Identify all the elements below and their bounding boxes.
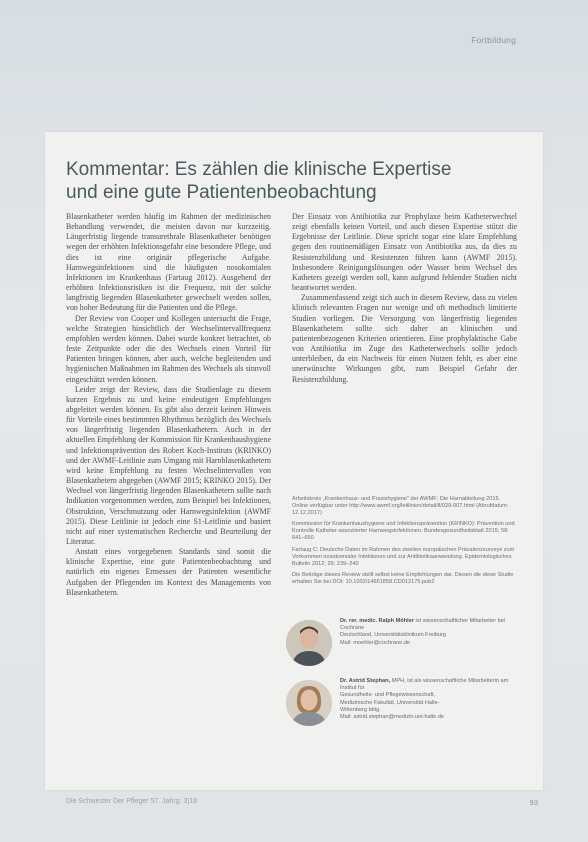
author-line: ist wissenschaftlicher Mitarbeiter bei Cochrane <box>340 618 506 632</box>
paragraph: Anstatt eines vorgegebenen Standards sind somit die klinische Expertise, eine gute Patientenbeobachtung und natürlich ein eigenes Ermessen der Patienten wesentliche Aufgaben der Pflegenden im Kontext des Managements von Blasenkathetern. <box>66 547 271 597</box>
author-line: Wittenberg tätig. <box>340 706 381 713</box>
author-card <box>286 674 526 734</box>
person-silhouette-icon <box>286 620 332 666</box>
article-title <box>66 158 506 204</box>
paragraph: Der Einsatz von Antibiotika zur Prophylaxe beim Katheterwechsel zeigt ebenfalls keinen Vorteil, und auch diesen Expertise stützt die Ergebnisse der Leitlinie. Diese spricht sogar eine klare Empfehlung gegen den routinemäßigen Einsatz von Antibiotika aus, da dies zu Resistenzbildung und Resistenzen führen kann (AWMF 2015). Insbesondere Reinigungslösungen oder Wasser beim Wechsel des Katheters gezeigt werden soll, kann aufgrund fehlender Studien nicht beantwortet werden. <box>292 212 517 293</box>
right-column <box>292 212 517 385</box>
author-line: MPH, ist als wissenschaftliche Mitarbeiterin am Institut für <box>340 678 509 692</box>
reference-item: Fartaug C: Deutsche Daten im Rahmen des zweiten europäischen Prävalenzsurveys zum Vorkommen nosokomialer Infektionen und zur Antibiotikaanwendung. Epidemiologisches Bulletin 2012; 26: 239–240 <box>292 546 515 567</box>
paragraph: Zusammenfassend zeigt sich auch in diesem Review, dass zu vielen klinisch relevanten Fragen nur wenige und oft methodisch limitierte Studien vorliegen. Die Versorgung von längerfristig liegenden Blasenkathetern sollte sich daher an klinischen und patientenbezogenen Kriterien orientieren. Eine prophylaktische Gabe von Antibiotika im Zuge des Katheterwechsels sollte jedoch unterbleiben, da ein Nachweis für einen Nutzen fehlt, es aber eine unerwünschte Wirkungen gibt, zum Beispiel Gefahr der Resistenzbildung. <box>292 293 517 384</box>
reference-item: Kommission für Krankenhaushygiene und Infektionsprävention (KRINKO): Prävention und Kontrolle Katheter-assoziierter Harnwegsinfektionen. Bundesgesundheitsblatt 2015; 58: 641–650 <box>292 521 515 542</box>
author-name: Dr. rer. medic. Ralph Möhler <box>340 618 414 624</box>
author-line: Deutschland, Universitätsklinikum Freiburg <box>340 632 447 639</box>
author-details <box>340 678 515 721</box>
page-number: 93 <box>529 798 538 807</box>
paragraph: Leider zeigt der Review, dass die Studienlage zu diesem kurzen Ergebnis zu und keine eindeutigen Empfehlungen abgeleitet werden können. Es gibt also derzeit keinen Hinweis für Vorteile eines bestimmten Rhythmus bezüglich des Wechsels von längerfristig liegenden Blasenkathetern. Auch in der aktuellen Empfehlung der Kommission für Krankenhaushygiene und Infektionsprävention des Robert Koch-Instituts (KRINKO) und der AWMF-Leitlinie zum Umgang mit Harnblasenkathetern wird keine Empfehlung zu festen Wechselintervallen von Blasenkathetern abgegeben (AWMF 2015; KRINKO 2015). Der Wechsel von längerfristig liegenden Blasenkathetern sollte nach Indikation vorgenommen werden, zum Beispiel bei Infektionen, Obstruktion, Verschmutzung oder Harnwegsinfektion (AWMF 2015). Diese Leitlinie ist jedoch eine S1-Leitlinie und basiert nicht auf einer systematischen Recherche und Beurteilung der Literatur. <box>66 384 271 546</box>
left-column <box>66 212 271 598</box>
reference-item: Arbeitskreis „Krankenhaus- und Praxishygiene“ der AWMF: Die Harnableitung 2015. Online verfügbar unter http://www.awmf.org/leitlinien/detail/ll/029-007.html (Abrufdatum: 12.12.2017) <box>292 496 509 517</box>
author-line: Medizinische Fakultät, Universität Halle- <box>340 699 440 706</box>
author-email: Mail: moehler@cochrane.de <box>340 639 411 646</box>
reference-item: Die Beiträge dieses Review stellt selbst keine Empfehlungen dar. Diesen die diese Studie erhalten Sie bei DOI: 10.1002/14651858.CD012175.pub2 <box>292 571 514 585</box>
author-email: Mail: astrid.stephan@medizin.uni-halle.de <box>340 714 444 721</box>
author-card <box>286 614 526 674</box>
section-label: Fortbildung <box>471 35 516 45</box>
author-line: Gesundheits- und Pflegewissenschaft, <box>340 692 436 699</box>
author-photo <box>286 680 332 726</box>
title-line-2: und eine gute Patientenbeobachtung <box>66 182 377 203</box>
journal-footer: Die Schwester Der Pfleger 57. Jahrg. 3|18 <box>66 798 197 805</box>
author-name: Dr. Astrid Stephan, <box>340 678 391 684</box>
title-line-1: Kommentar: Es zählen die klinische Expertise <box>66 159 452 180</box>
paragraph: Der Review von Cooper und Kollegen untersucht die Frage, welche Strategien hinsichtlich der Wechselintervallfrequenz empfohlen werden können. Dabei wurde konkret betrachtet, ob feste Zeitpunkte oder die des Wechsels einen Vorteil für Patienten bringen können, aber auch, welche begleitenden und hygienischen Maßnahmen im Rahmen des Wechsels als sinnvoll eingeschätzt werden können. <box>66 313 271 384</box>
author-details <box>340 618 515 647</box>
author-photo <box>286 620 332 666</box>
paragraph: Blasenkatheter werden häufig im Rahmen der medizinischen Behandlung verwendet, die meisten davon nur kurzzeitig. Längerfristig liegende transurethrale Blasenkatheter benötigen wegen der erhöhten Infektionsgefahr eine besondere Pflege, und dies ist eine originär pflegerische Aufgabe. Harnwegsinfektionen sind die häufigsten nosokomialen Infektionen im Krankenhaus (Fartaug 2012). Ausgehend der erhöhten Infektionsrisiken ist die Frequenz, mit der solche langfristig liegenden Blasenkatheter gewechselt werden sollen, von hoher Bedeutung für die Patienten und die Pflege. <box>66 212 271 313</box>
references <box>292 496 517 590</box>
person-silhouette-icon <box>286 680 332 726</box>
